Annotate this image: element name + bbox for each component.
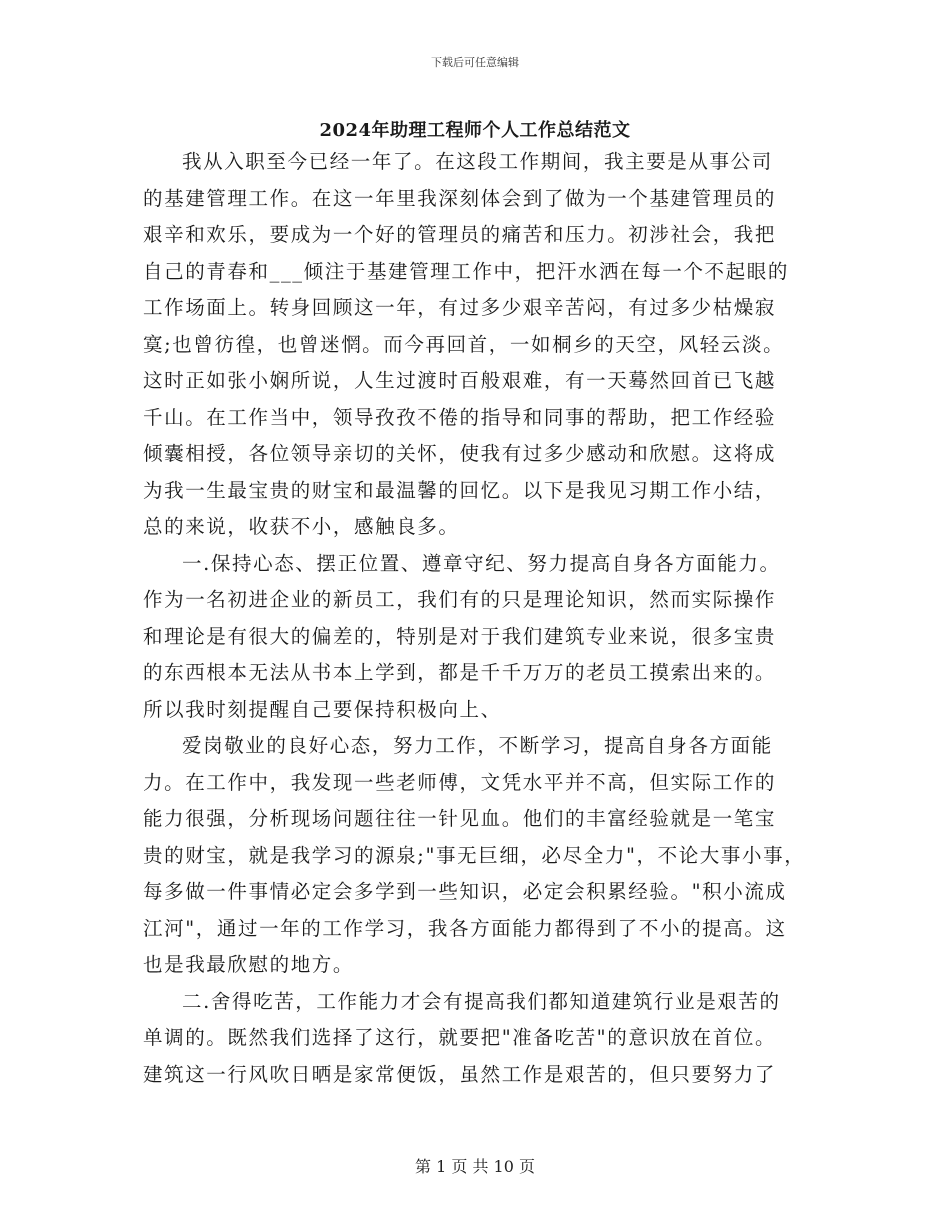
text-line: 艰辛和欢乐，要成为一个好的管理员的痛苦和压力。初涉社会，我把 (143, 223, 777, 246)
text-line: 倾囊相授，各位领导亲切的关怀，使我有过多少感动和欣慰。这将成 (143, 442, 777, 465)
page-number: 第 1 页 共 10 页 (415, 1157, 535, 1176)
page-header-note: 下载后可任意编辑 (431, 56, 519, 69)
text-line: 每多做一件事情必定会多学到一些知识，必定会积累经验。"积小流成 (143, 880, 787, 903)
text-line: 能力很强，分析现场问题往往一针见血。他们的丰富经验就是一笔宝 (143, 807, 777, 830)
text-line: 江河"，通过一年的工作学习，我各方面能力都得到了不小的提高。这 (143, 916, 787, 940)
text-line: 一.保持心态、摆正位置、遵章守纪、努力提高自身各方面能力。 (182, 551, 781, 575)
text-line: 也是我最欣慰的地方。 (143, 953, 355, 976)
text-line: 自己的青春和___倾注于基建管理工作中，把汗水洒在每一个不起眼的 (143, 259, 789, 283)
text-line: 和理论是有很大的偏差的，特别是对于我们建筑专业来说，很多宝贵 (143, 624, 777, 648)
text-line: 所以我时刻提醒自己要保持积极向上、 (143, 697, 502, 721)
text-line: 工作场面上。转身回顾这一年，有过多少艰辛苦闷，有过多少枯燥寂 (143, 296, 777, 319)
paragraph-section-one (143, 546, 815, 729)
text-line: 我从入职至今已经一年了。在这段工作期间，我主要是从事公司 (182, 150, 773, 173)
text-line: 寞;也曾彷徨，也曾迷惘。而今再回首，一如桐乡的天空，风轻云淡。 (143, 332, 785, 356)
paragraph-intro (143, 144, 815, 546)
text-line: 建筑这一行风吹日晒是家常便饭，虽然工作是艰苦的，但只要努力了 (143, 1062, 777, 1086)
text-line: 二.舍得吃苦，工作能力才会有提高我们都知道建筑行业是艰苦的 (182, 989, 781, 1013)
text-line: 单调的。既然我们选择了这行，就要把"准备吃苦"的意识放在首位。 (143, 1026, 777, 1049)
paragraph-section-two (143, 984, 815, 1094)
paragraph-section-one-continued (143, 728, 815, 984)
text-line: 的基建管理工作。在这一年里我深刻体会到了做为一个基建管理员的 (143, 186, 777, 210)
text-line: 贵的财宝，就是我学习的源泉;"事无巨细，必尽全力"，不论大事小事， (143, 843, 806, 867)
text-line: 总的来说，收获不小，感触良多。 (143, 515, 460, 538)
text-line: 这时正如张小娴所说，人生过渡时百般艰难，有一天蓦然回首已飞越 (143, 369, 777, 392)
text-line: 的东西根本无法从书本上学到，都是千千万万的老员工摸索出来的。 (143, 661, 777, 684)
text-line: 千山。在工作当中，领导孜孜不倦的指导和同事的帮助，把工作经验 (143, 405, 777, 429)
text-line: 作为一名初进企业的新员工，我们有的只是理论知识，然而实际操作 (143, 588, 777, 611)
text-line: 爱岗敬业的良好心态，努力工作，不断学习，提高自身各方面能 (182, 734, 773, 757)
document-body (143, 144, 815, 1093)
text-line: 力。在工作中，我发现一些老师傅，文凭水平并不高，但实际工作的 (143, 770, 777, 794)
document-title: 2024年助理工程师个人工作总结范文 (319, 120, 631, 141)
text-line: 为我一生最宝贵的财宝和最温馨的回忆。以下是我见习期工作小结， (143, 478, 777, 502)
